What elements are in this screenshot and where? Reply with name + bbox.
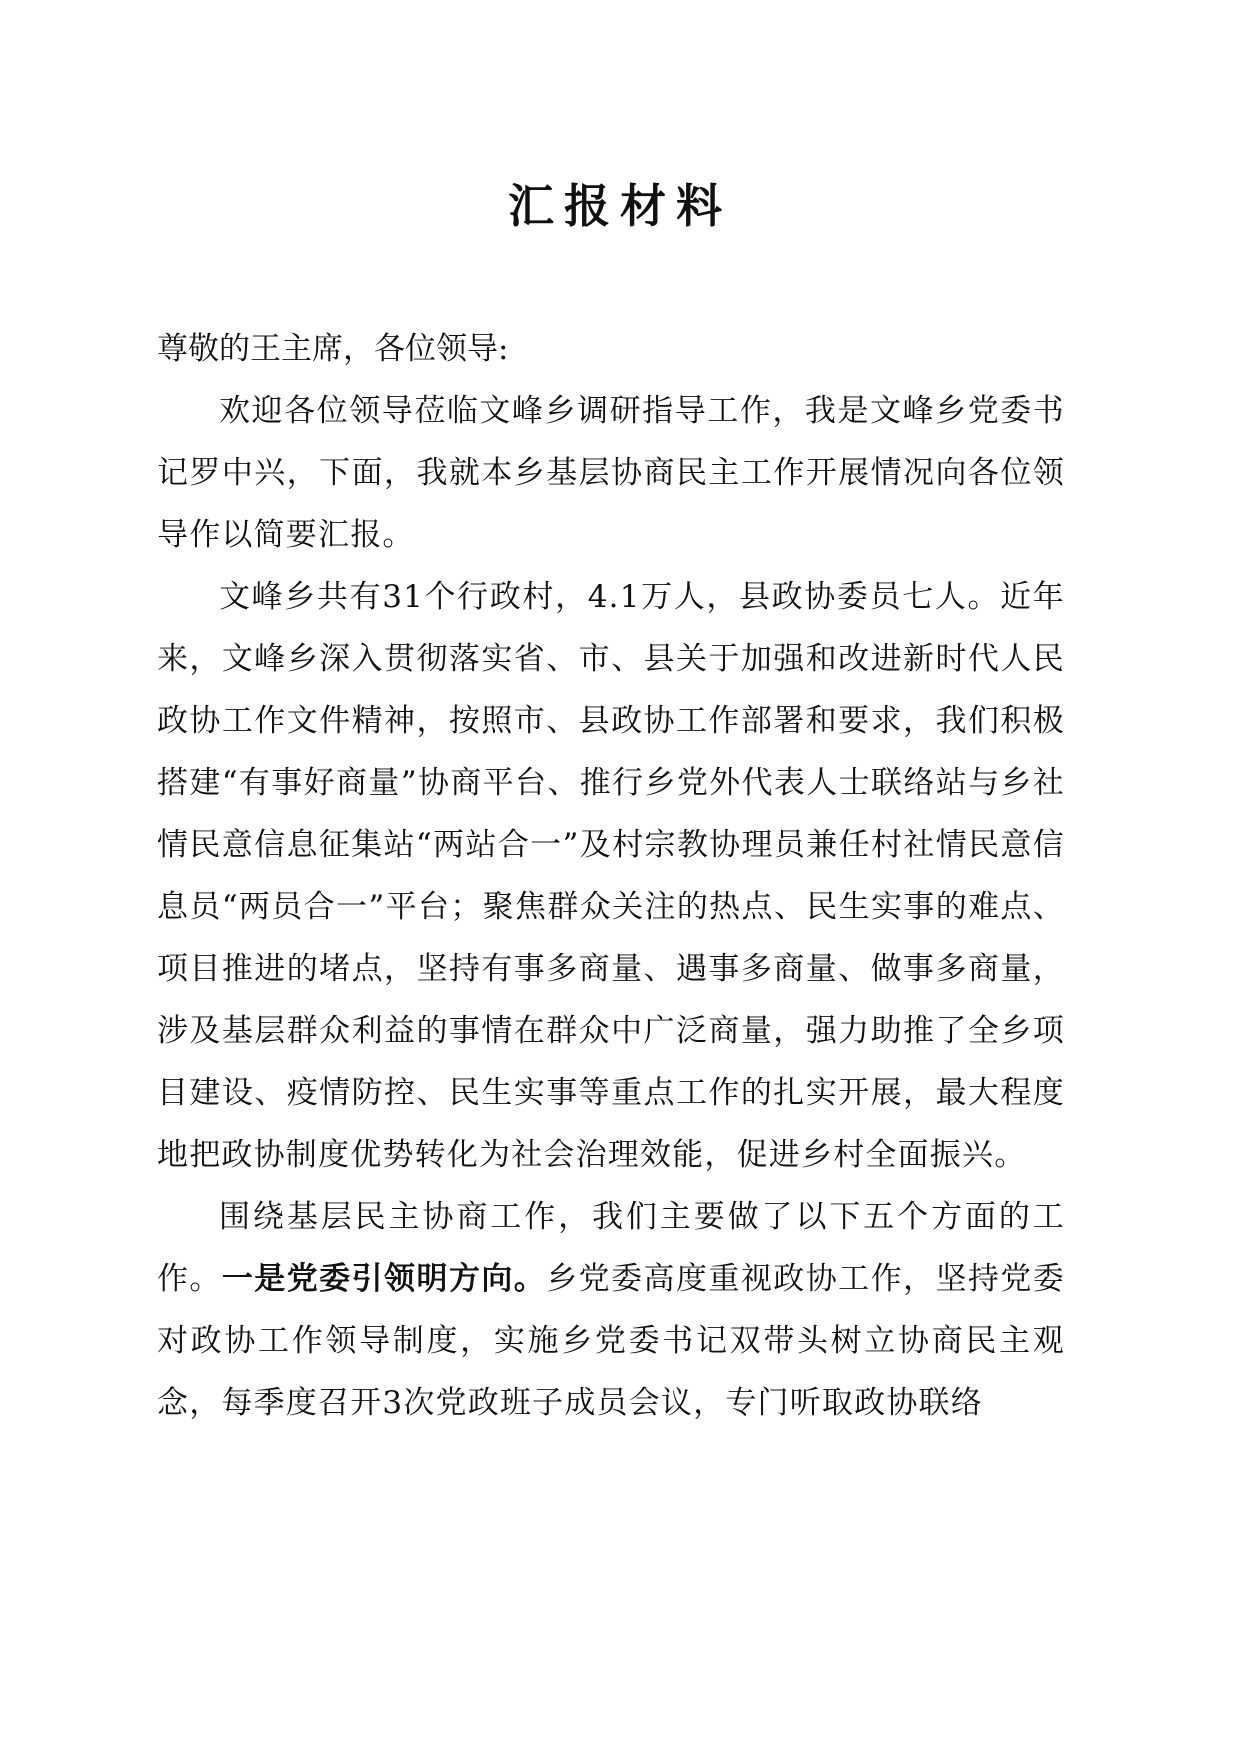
paragraph-lead-text: 围绕基层民主协商工作，我们主要做了以下五个方面的工作。 <box>157 1199 1065 1297</box>
salutation: 尊敬的王主席，各位领导: <box>157 331 509 367</box>
paragraph-rest-text: 乡党委高度重视政协工作，坚持党委对政协工作领导制度，实施乡党委书记双带头树立协商民主观念，每季度召开3次党政班子成员会议，专门听取政协联络 <box>157 1261 1065 1421</box>
document-title: 汇报材料 <box>508 179 732 233</box>
paragraph-welcome: 欢迎各位领导莅临文峰乡调研指导工作，我是文峰乡党委书记罗中兴，下面，我就本乡基层协商民主工作开展情况向各位领导作以简要汇报。 <box>157 393 1065 553</box>
paragraph-work-summary <box>157 1186 1065 1434</box>
emphasis-heading: 一是党委引领明方向。 <box>221 1261 547 1297</box>
document-body <box>157 318 1065 1434</box>
paragraph-overview: 文峰乡共有31个行政村，4.1万人，县政协委员七人。近年来，文峰乡深入贯彻落实省、市、县关于加强和改进新时代人民政协工作文件精神，按照市、县政协工作部署和要求，我们积极搭建“有事好商量”协商平台、推行乡党外代表人士联络站与乡社情民意信息征集站“两站合一”及村宗教协理员兼任村社情民意信息员“两员合一”平台；聚焦群众关注的热点、民生实事的难点、项目推进的堵点，坚持有事多商量、遇事多商量、做事多商量，涉及基层群众利益的事情在群众中广泛商量，强力助推了全乡项目建设、疫情防控、民生实事等重点工作的扎实开展，最大程度地把政协制度优势转化为社会治理效能，促进乡村全面振兴。 <box>157 579 1065 1173</box>
